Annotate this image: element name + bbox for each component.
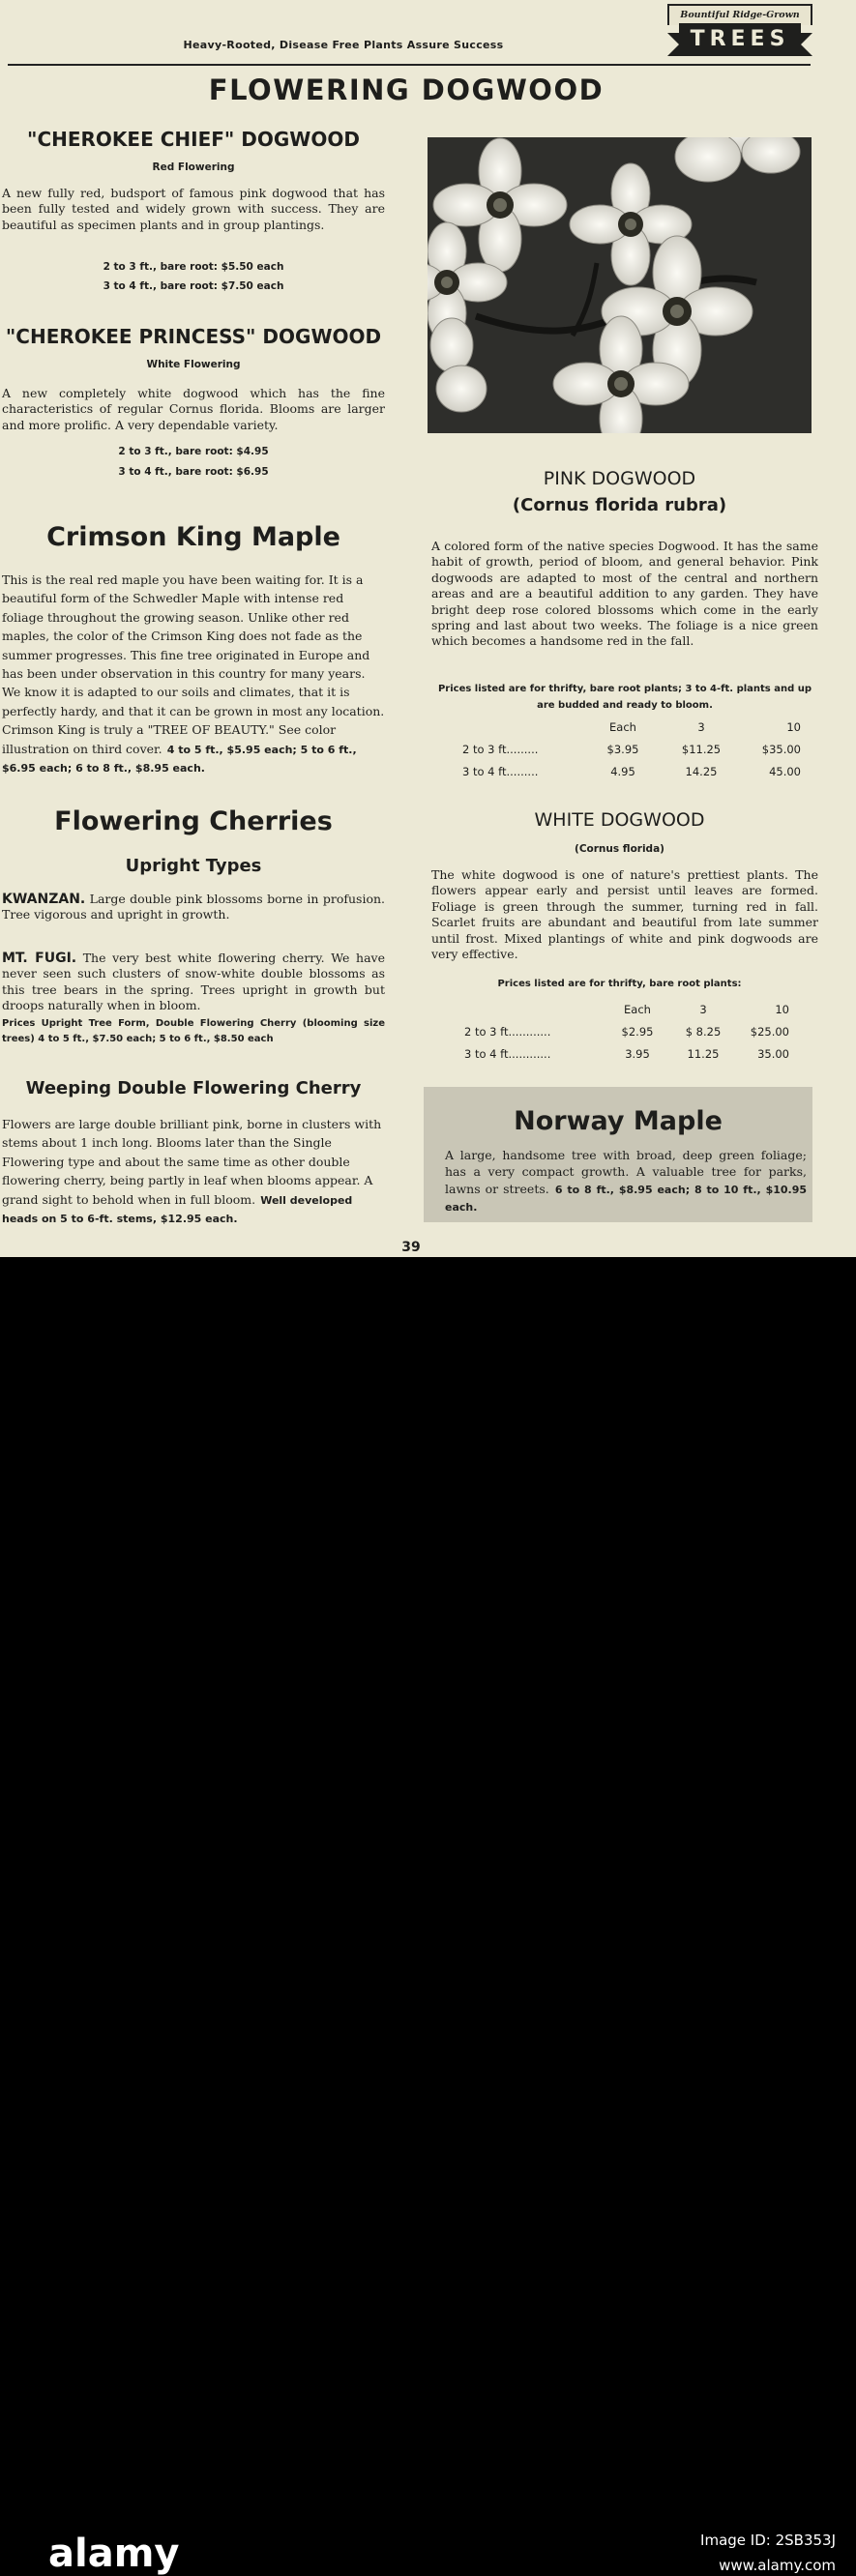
white-dogwood-title: WHITE DOGWOOD <box>534 809 705 831</box>
pink-dogwood-price-table <box>462 716 801 782</box>
stock-footer <box>0 1257 856 2576</box>
table-cell: 35.00 <box>757 1046 789 1061</box>
dogwood-blossoms-illustration <box>428 137 812 433</box>
logo-top-text: Bountiful Ridge-Grown <box>667 4 812 25</box>
table-header: 10 <box>775 1002 789 1016</box>
table-header: Each <box>609 719 636 734</box>
upright-cherry-prices: Prices Upright Tree Form, Double Flowering Cherry (blooming size trees) 4 to 5 ft., $7.50 each; 5 to 6 ft., $8.50 each <box>2 1018 385 1044</box>
weeping-cherry-title: Weeping Double Flowering Cherry <box>25 1078 362 1098</box>
page-number: 39 <box>401 1240 421 1255</box>
table-row <box>462 760 801 782</box>
norway-maple-text <box>445 1147 807 1216</box>
header-tagline: Heavy-Rooted, Disease Free Plants Assure Success <box>183 39 504 51</box>
white-dogwood-body: The white dogwood is one of nature's prettiest plants. The flowers appear early and persist until leaves are formed. Foliage is green through the summer, turning red in fall. Scarlet fruits are abundant and beautiful from late summer until frost. Mixed plantings of white and pink dogwoods are very effective. <box>431 867 818 962</box>
weeping-cherry-prices: Well developed heads on 5 to 6-ft. stems, $12.95 each. <box>2 1193 353 1226</box>
table-cell: $35.00 <box>761 742 801 756</box>
white-dogwood-note: Prices listed are for thrifty, bare root plants: <box>497 979 742 989</box>
table-header: 3 <box>699 1002 707 1016</box>
table-cell: $2.95 <box>621 1024 654 1039</box>
table-cell: $25.00 <box>750 1024 789 1039</box>
cherokee-chief-price-1: 2 to 3 ft., bare root: $5.50 each <box>103 261 284 273</box>
crimson-king-prices: 4 to 5 ft., $5.95 each; 5 to 6 ft., $6.95 each; 6 to 8 ft., $8.95 each. <box>2 743 357 776</box>
logo-banner-right <box>801 33 812 56</box>
table-header: 3 <box>697 719 705 734</box>
table-cell-size: 3 to 4 ft......... <box>462 764 539 778</box>
norway-maple-title: Norway Maple <box>514 1106 723 1136</box>
table-cell: 11.25 <box>687 1046 720 1061</box>
cherokee-princess-body: A new completely white dogwood which has the fine characteristics of regular Cornus florida. Blooms are larger and more prolific. A very dependable variety. <box>2 386 385 432</box>
mt-fugi-entry <box>2 951 385 1014</box>
table-cell-size: 2 to 3 ft......... <box>462 742 539 756</box>
image-id: Image ID: 2SB353J <box>700 2532 836 2549</box>
logo-banner-left <box>667 33 679 56</box>
pink-dogwood-note: Prices listed are for thrifty, bare root plants; 3 to 4-ft. plants and up are budded and ready to bloom. <box>437 684 812 711</box>
cherokee-chief-price-2: 3 to 4 ft., bare root: $7.50 each <box>103 280 284 292</box>
cherokee-princess-subtitle: White Flowering <box>146 359 241 370</box>
catalog-page <box>0 0 856 1257</box>
table-row <box>462 738 801 760</box>
alamy-logo: alamy <box>48 2532 180 2576</box>
cherries-subtitle: Upright Types <box>125 856 262 876</box>
cherokee-chief-body: A new fully red, budsport of famous pink dogwood that has been fully tested and widely grown with success. They are beautiful as specimen plants and in group plantings. <box>2 186 385 232</box>
norway-maple-box <box>424 1087 812 1222</box>
site-url: www.alamy.com <box>719 2557 836 2574</box>
crimson-king-text <box>2 570 385 776</box>
mt-fugi-name: MT. FUGI. <box>2 951 77 966</box>
crimson-king-title: Crimson King Maple <box>46 522 340 552</box>
table-header: 10 <box>786 719 801 734</box>
trees-logo <box>667 4 812 62</box>
header-rule <box>8 64 811 66</box>
cherokee-chief-subtitle: Red Flowering <box>152 161 235 173</box>
mt-fugi-body: The very best white flowering cherry. We have never seen such clusters of snow-white double blossoms as this tree bears in the spring. Trees upright in growth but droops naturally when in bloom. <box>2 951 385 1013</box>
table-header: Each <box>624 1002 651 1016</box>
pink-dogwood-body: A colored form of the native species Dogwood. It has the same habit of growth, period of bloom, and general behavior. Pink dogwoods are adapted to most of the central and northern areas and are a beautiful addition to any garden. They have bright deep rose colored blossoms which come in the early spring and last about two weeks. The foliage is a nice green which becomes a handsome red in the fall. <box>431 539 818 649</box>
norway-maple-prices: 6 to 8 ft., $8.95 each; 8 to 10 ft., $10.95 each. <box>445 1183 808 1215</box>
kwanzan-entry <box>2 892 385 923</box>
weeping-cherry-body: Flowers are large double brilliant pink, borne in clusters with stems about 1 inch long. Blooms later than the Single Flowering type and about the same time as other double flowering cherry, being partly in leaf when blooms appear. A grand sight to behold when in full bloom. <box>2 1117 382 1207</box>
table-header-row <box>464 998 789 1020</box>
white-dogwood-latin: (Cornus florida) <box>575 843 664 855</box>
table-row <box>464 1042 789 1065</box>
weeping-cherry-text <box>2 1114 385 1226</box>
table-cell-size: 2 to 3 ft............ <box>464 1024 551 1039</box>
crimson-king-body: This is the real red maple you have been waiting for. It is a beautiful form of the Schwedler Maple with intense red foliage throughout the growing season. Unlike other red maples, the color of the Crimson King does not fade as the summer progresses. This fine tree originated in Europe and has been under observation in this country for many years. We know it is adapted to our soils and climates, that it is perfectly hardy, and that it can be grown in most any location. Crimson King is truly a "TREE OF BEAUTY." See color illustration on third cover. <box>2 572 385 756</box>
cherokee-princess-price-1: 2 to 3 ft., bare root: $4.95 <box>118 446 269 457</box>
white-dogwood-price-table <box>464 998 789 1065</box>
dogwood-photo <box>428 137 812 433</box>
kwanzan-name: KWANZAN. <box>2 892 86 907</box>
logo-main-text: TREES <box>679 23 801 56</box>
table-row <box>464 1020 789 1042</box>
table-header-row <box>462 716 801 738</box>
cherokee-princess-price-2: 3 to 4 ft., bare root: $6.95 <box>118 466 269 478</box>
pink-dogwood-title: PINK DOGWOOD <box>543 468 696 489</box>
table-cell-size: 3 to 4 ft............ <box>464 1046 551 1061</box>
table-cell: 14.25 <box>685 764 718 778</box>
table-cell: $ 8.25 <box>685 1024 722 1039</box>
table-cell: $3.95 <box>606 742 639 756</box>
cherokee-princess-title: "CHEROKEE PRINCESS" DOGWOOD <box>5 325 382 348</box>
cherries-title: Flowering Cherries <box>54 806 333 836</box>
norway-maple-body: A large, handsome tree with broad, deep green foliage; has a very compact growth. A valuable tree for parks, lawns or streets. <box>445 1148 807 1196</box>
pink-dogwood-latin: (Cornus florida rubra) <box>512 495 727 515</box>
table-cell: 4.95 <box>610 764 635 778</box>
kwanzan-body: Large double pink blossoms borne in profusion. Tree vigorous and upright in growth. <box>2 892 385 922</box>
table-cell: 3.95 <box>625 1046 650 1061</box>
table-cell: 45.00 <box>769 764 801 778</box>
cherokee-chief-title: "CHEROKEE CHIEF" DOGWOOD <box>27 128 360 151</box>
table-cell: $11.25 <box>681 742 722 756</box>
page-title: FLOWERING DOGWOOD <box>208 73 605 106</box>
